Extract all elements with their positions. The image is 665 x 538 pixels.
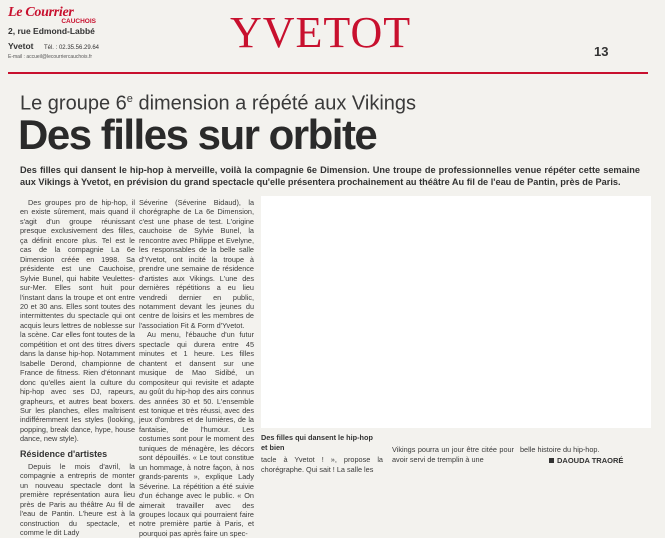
brand-email: E-mail : accueil@lecourriercauchois.fr xyxy=(8,54,92,60)
brand-sub: CAUCHOIS xyxy=(61,18,96,25)
surtitle-post: dimension a répété aux Vikings xyxy=(132,92,417,115)
city-title: YVETOT xyxy=(230,8,412,57)
article-lead: Des filles qui dansent le hip-hop à merveille, voilà la compagnie 6e Dimension. Une troupe de professionnelles venue répéter cette semaine aux Vikings à Yvetot, en prévision du grand spectacle qu'elle présentera prochainement au théâtre Au fil de l'eau de Pantin, près de Paris. xyxy=(20,165,640,187)
article-column-2 xyxy=(139,198,254,538)
brand-name: Le Courrier xyxy=(8,5,74,20)
brand-phone: Tél. : 02.35.56.29.64 xyxy=(43,45,100,51)
masthead-rule xyxy=(8,72,648,74)
column-2-paragraph-1: Séverine (Séverine Bidaud), la chorégraphe de La 6e Dimension, c'est une phase de test. L'origine cauchoise de Sylvie Bunel, la rencontre avec Philippe et Evelyne, les responsables de la belle salle d'Yvetot, ont incité la troupe à prendre une semaine de résidence d'artistes aux Vikings. L'une des dernières répétitions a eu lieu vendredi dernier en public, notamment devant les jeunes du centre de loisirs et les membres de l'association Fit & Form d'Yvetot. xyxy=(139,198,254,330)
article-column-4: belle histoire du hip-hop. xyxy=(520,445,600,454)
column-1-paragraph-1: Des groupes pro de hip-hop, il en existe sûrement, mais quand il s'agit d'un groupe réunissant presque exclusivement des filles, ça définit encore plus. Tel est le cas de la compagnie La 6e Dimension créée en 1998. Sa présidente est une Cauchoise, Sylvie Bunel, qui habite Veulettes-sur-Mer. Elles sont huit pour l'instant dans la troupe et ont entre 20 et 30 ans. Elles sont toutes des intermittentes du spectacle qui ont acquis leurs lettres de noblesse sur la scène. Car elles font toutes de la compétition et ont des titres divers dans la danse hip-hop. Notamment Isabelle Derond, championne de France de fitness. Rien d'étonnant donc qu'elles aient la culture du hip-hop avec ses DJ, rapeurs, grapheurs, et autres beat boxers. Sur les planches, elles maîtrisent indifféremment les styles (looking, popping, break dance, hype, house dance, new style). xyxy=(20,198,135,444)
article-photo xyxy=(261,196,651,428)
column-1-subhead: Résidence d'artistes xyxy=(20,448,108,459)
column-2-paragraph-2: Au menu, l'ébauche d'un futur spectacle qui durera entre 45 minutes et 1 heure. Les filles chantent et dansent sur une musique de Mao Sidibé, un compositeur qui revisite et adapte au goût du hip-hop des airs connus des années 30 et 50. L'ensemble est tonique et très réussi, avec des jeux d'ombres et de lumières, de la fantaisie, de l'humour. Les costumes sont pour le moment des tuniques de ménagère, les décors sont dépouillés. « Le tout constitue un hommage, à notre façon, à nos grands-parents », explique Lady Séverine. La répétition a été suivie d'un échange avec le public. « On aimerait travailler avec des groupes locaux qui pourraient faire notre première partie à Paris, et pourquoi pas après faire un spec- xyxy=(139,330,254,538)
brand-city-line: Yvetot xyxy=(8,41,34,51)
author-credit xyxy=(549,456,623,465)
credit-name: DAOUDA TRAORÉ xyxy=(557,456,624,465)
photo-caption: Des filles qui dansent le hip-hop et bien xyxy=(261,433,373,452)
surtitle-pre: Le groupe 6 xyxy=(20,92,127,115)
brand-address: 2, rue Edmond-Labbé xyxy=(8,26,95,36)
article-column-3: Vikings pourra un jour être citée pour avoir servi de tremplin à une xyxy=(392,445,514,464)
article-tail-text: tacle à Yvetot ! », propose la chorégraphe. Qui sait ! La salle les xyxy=(261,455,383,474)
masthead-brand xyxy=(8,6,128,60)
page-number: 13 xyxy=(594,44,609,59)
article-column-1 xyxy=(20,198,135,537)
article-title: Des filles sur orbite xyxy=(18,111,377,158)
credit-square-icon xyxy=(549,458,554,463)
surtitle-sup: e xyxy=(126,93,133,105)
column-1-paragraph-2: Depuis le mois d'avril, la compagnie a entrepris de monter un nouveau spectacle dont la première représentation aura lieu près de Paris au théâtre Au fil de l'eau de Pantin. L'heure est à la construction du spectacle, et comme le dit Lady xyxy=(20,461,135,537)
